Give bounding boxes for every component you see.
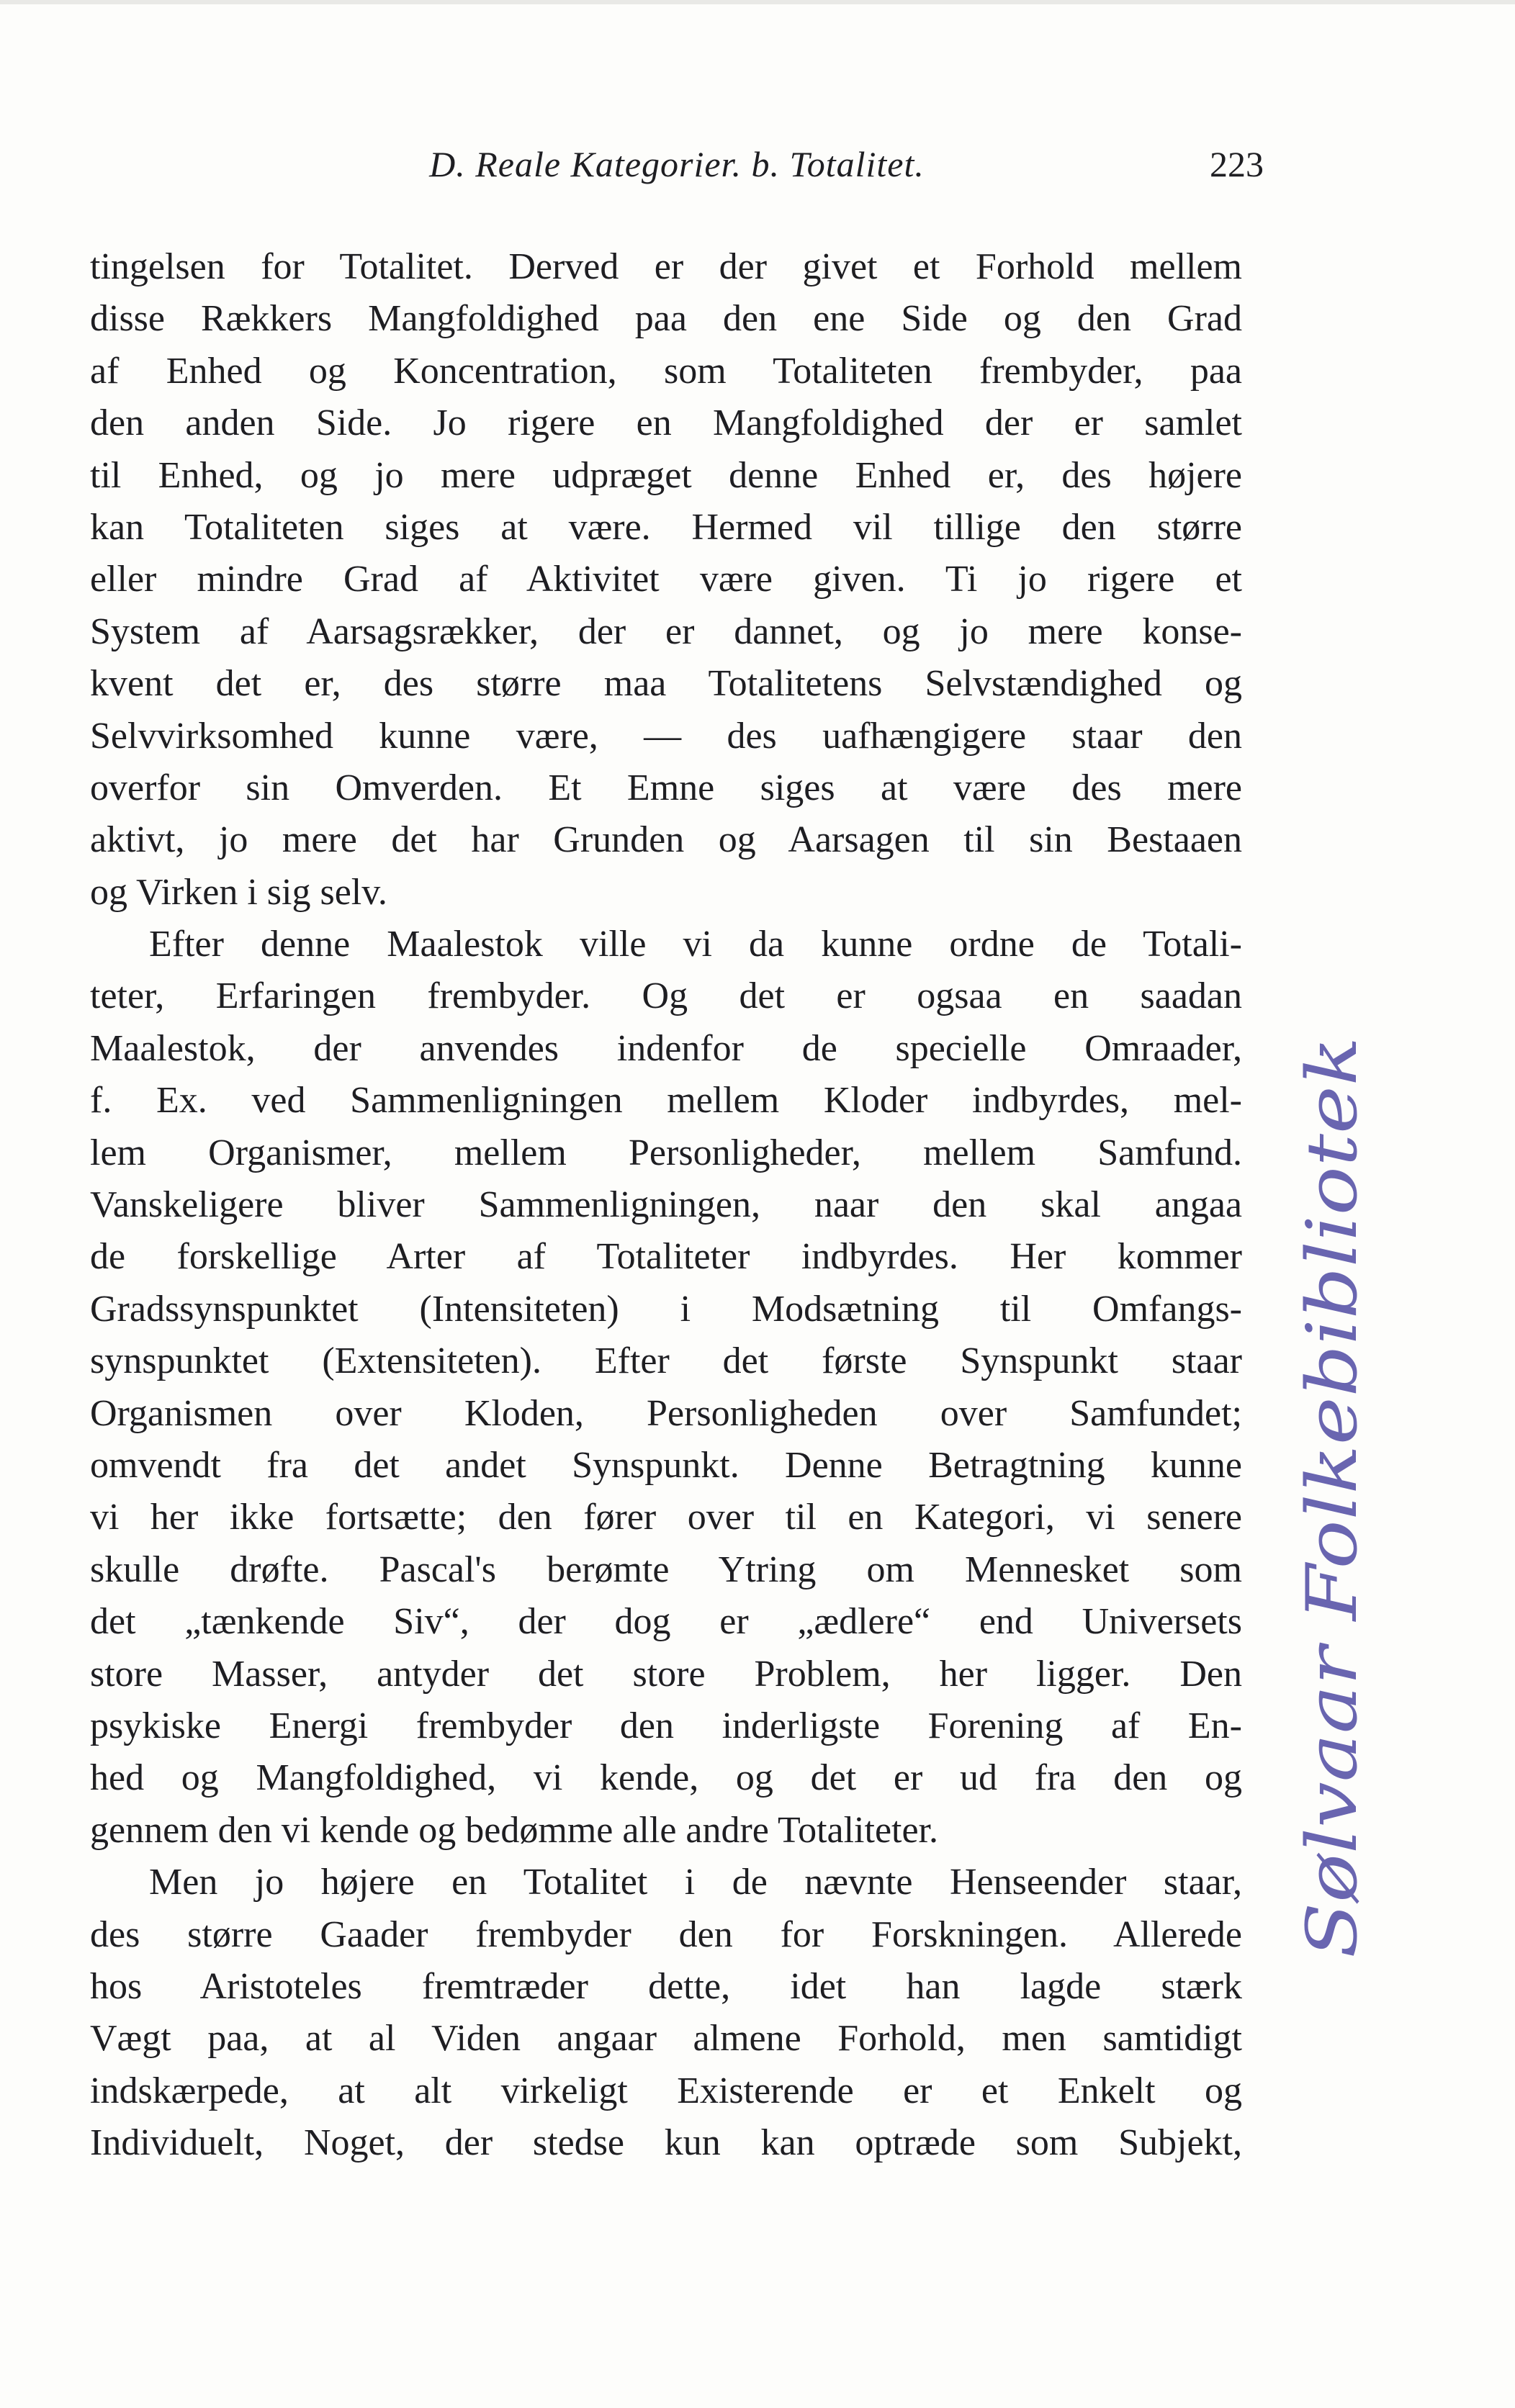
text-line: gennem den vi kende og bedømme alle andre Totaliteter.: [90, 1809, 938, 1851]
running-header: [90, 135, 1264, 193]
library-stamp: [1262, 1008, 1406, 1987]
running-title: D. Reale Kategorier. b. Totalitet.: [429, 144, 925, 184]
text-line: System af Aarsagsrækker, der er dannet, og jo mere konse-: [90, 610, 1242, 652]
page-number: 223: [1210, 144, 1264, 184]
text-line: Organismen over Kloden, Personligheden over Samfundet;: [90, 1392, 1242, 1434]
text-line: synspunktet (Extensiteten). Efter det første Synspunkt staar: [90, 1340, 1242, 1382]
text-line: kvent det er, des større maa Totalitetens Selvstændighed og: [90, 663, 1242, 705]
text-line: indskærpede, at alt virkeligt Existerende er et Enkelt og: [90, 2070, 1242, 2111]
text-line: og Virken i sig selv.: [90, 871, 387, 913]
text-line: Selvvirksomhed kunne være, — des uafhængigere staar den: [90, 715, 1242, 757]
text-line: Gradssynspunktet (Intensiteten) i Modsætning til Omfangs-: [90, 1288, 1242, 1330]
text-line: tingelsen for Totalitet. Derved er der givet et Forhold mellem: [90, 246, 1242, 287]
text-line: de forskellige Arter af Totaliteter indbyrdes. Her kommer: [90, 1236, 1242, 1278]
text-line: psykiske Energi frembyder den inderligste Forening af En-: [90, 1705, 1242, 1746]
text-line: hed og Mangfoldighed, vi kende, og det er ud fra den og: [90, 1757, 1242, 1799]
text-line: den anden Side. Jo rigere en Mangfoldighed der er samlet: [90, 402, 1242, 444]
text-line: store Masser, antyder det store Problem, her ligger. Den: [90, 1653, 1242, 1695]
text-line: des større Gaader frembyder den for Forskningen. Allerede: [90, 1913, 1242, 1955]
text-line: f. Ex. ved Sammenligningen mellem Kloder indbyrdes, mel-: [90, 1080, 1242, 1122]
text-line: eller mindre Grad af Aktivitet være given. Ti jo rigere et: [90, 559, 1242, 600]
text-line: kan Totaliteten siges at være. Hermed vil tillige den større: [90, 506, 1242, 548]
text-line: disse Rækkers Mangfoldighed paa den ene Side og den Grad: [90, 298, 1242, 340]
text-line: vi her ikke fortsætte; den fører over til en Kategori, vi senere: [90, 1497, 1242, 1538]
text-line: Men jo højere en Totalitet i de nævnte Henseender staar,: [149, 1862, 1242, 1903]
body-text: [90, 241, 1242, 2169]
text-line: af Enhed og Koncentration, som Totaliteten frembyder, paa: [90, 350, 1242, 392]
text-line: hos Aristoteles fremtræder dette, idet han lagde stærk: [90, 1965, 1242, 2007]
text-line: lem Organismer, mellem Personligheder, mellem Samfund.: [90, 1132, 1242, 1173]
text-line: teter, Erfaringen frembyder. Og det er ogsaa en saadan: [90, 975, 1242, 1017]
text-line: Vanskeligere bliver Sammenligningen, naar den skal angaa: [90, 1184, 1242, 1226]
page-top-edge: [0, 0, 1515, 4]
text-line: Maalestok, der anvendes indenfor de specielle Omraader,: [90, 1027, 1242, 1069]
text-line: Individuelt, Noget, der stedse kun kan optræde som Subjekt,: [90, 2122, 1242, 2164]
text-line: overfor sin Omverden. Et Emne siges at være des mere: [90, 767, 1242, 808]
text-line: skulle drøfte. Pascal's berømte Ytring om Mennesket som: [90, 1548, 1242, 1590]
text-line: til Enhed, og jo mere udpræget denne Enhed er, des højere: [90, 454, 1242, 496]
text-line: Vægt paa, at al Viden angaar almene Forhold, men samtidigt: [90, 2018, 1242, 2060]
text-line: Efter denne Maalestok ville vi da kunne ordne de Totali-: [149, 924, 1242, 965]
text-line: aktivt, jo mere det har Grunden og Aarsagen til sin Bestaaen: [90, 819, 1242, 861]
text-line: det „tænkende Siv“, der dog er „ædlere“ end Universets: [90, 1601, 1242, 1643]
text-line: omvendt fra det andet Synspunkt. Denne Betragtning kunne: [90, 1444, 1242, 1486]
library-stamp-text: Sølvaar Folkebibliotek: [1292, 1173, 1372, 1958]
